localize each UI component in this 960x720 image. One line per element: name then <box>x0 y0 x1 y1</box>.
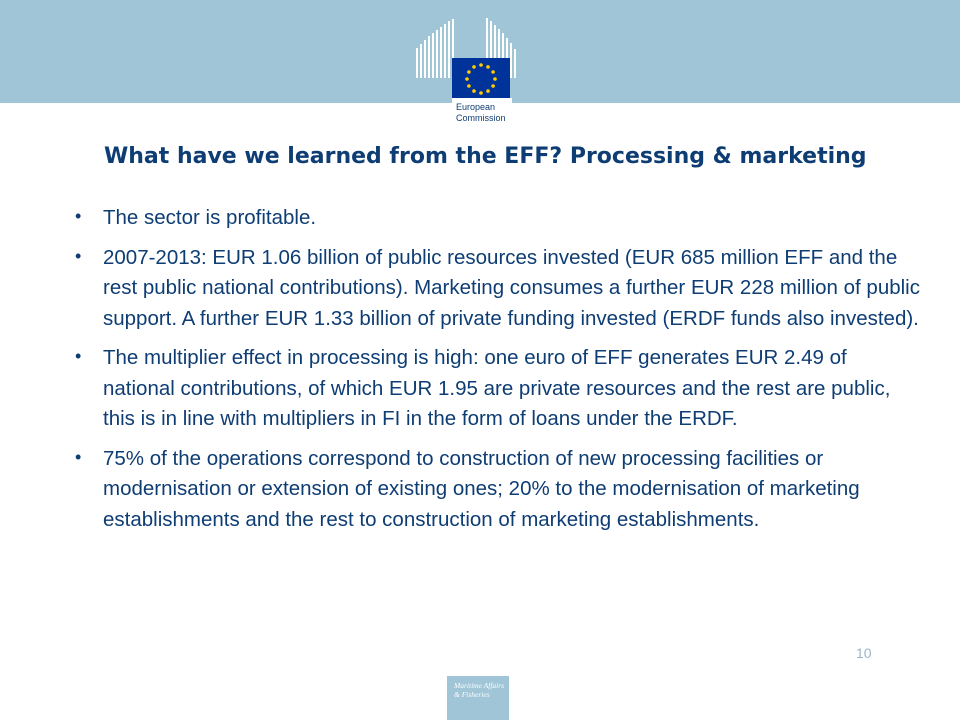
badge-text: Maritime Affairs & Fisheries <box>454 681 505 699</box>
bullet-text: 75% of the operations correspond to construction of new processing facilities or modernisation or extension of existing ones; 20% to the modernisation of marketing establishments and the rest to construction of marketing establishments. <box>103 446 860 531</box>
bullet-list <box>70 203 920 544</box>
logo-text: European Commission <box>456 102 506 123</box>
slide-number: 10 <box>856 645 872 661</box>
bullet-item <box>70 343 920 435</box>
slide-title: What have we learned from the EFF? Processing & marketing <box>104 144 867 169</box>
bullet-text: The sector is profitable. <box>103 206 317 229</box>
bullet-icon: • <box>75 446 82 467</box>
bullet-item <box>70 203 920 234</box>
bullet-text: The multiplier effect in processing is high: one euro of EFF generates EUR 2.49 of national contributions, of which EUR 1.95 are private resources and the rest are public, this is in line with multipliers in FI in the form of loans under the ERDF. <box>103 346 891 430</box>
bullet-icon: • <box>75 245 82 266</box>
bullet-item <box>70 444 920 536</box>
dg-mare-badge <box>447 676 509 720</box>
bullet-icon: • <box>75 346 82 366</box>
european-commission-logo <box>408 18 530 136</box>
bullet-text: 2007-2013: EUR 1.06 billion of public resources invested (EUR 685 million EFF and the rest public national contributions). Marketing consumes a further EUR 228 million of public support. A further EUR 1.33 billion of private funding invested (ERDF funds also invested). <box>103 245 920 330</box>
eu-flag-icon <box>452 58 510 98</box>
bullet-item <box>70 243 920 335</box>
bullet-icon: • <box>75 206 82 226</box>
